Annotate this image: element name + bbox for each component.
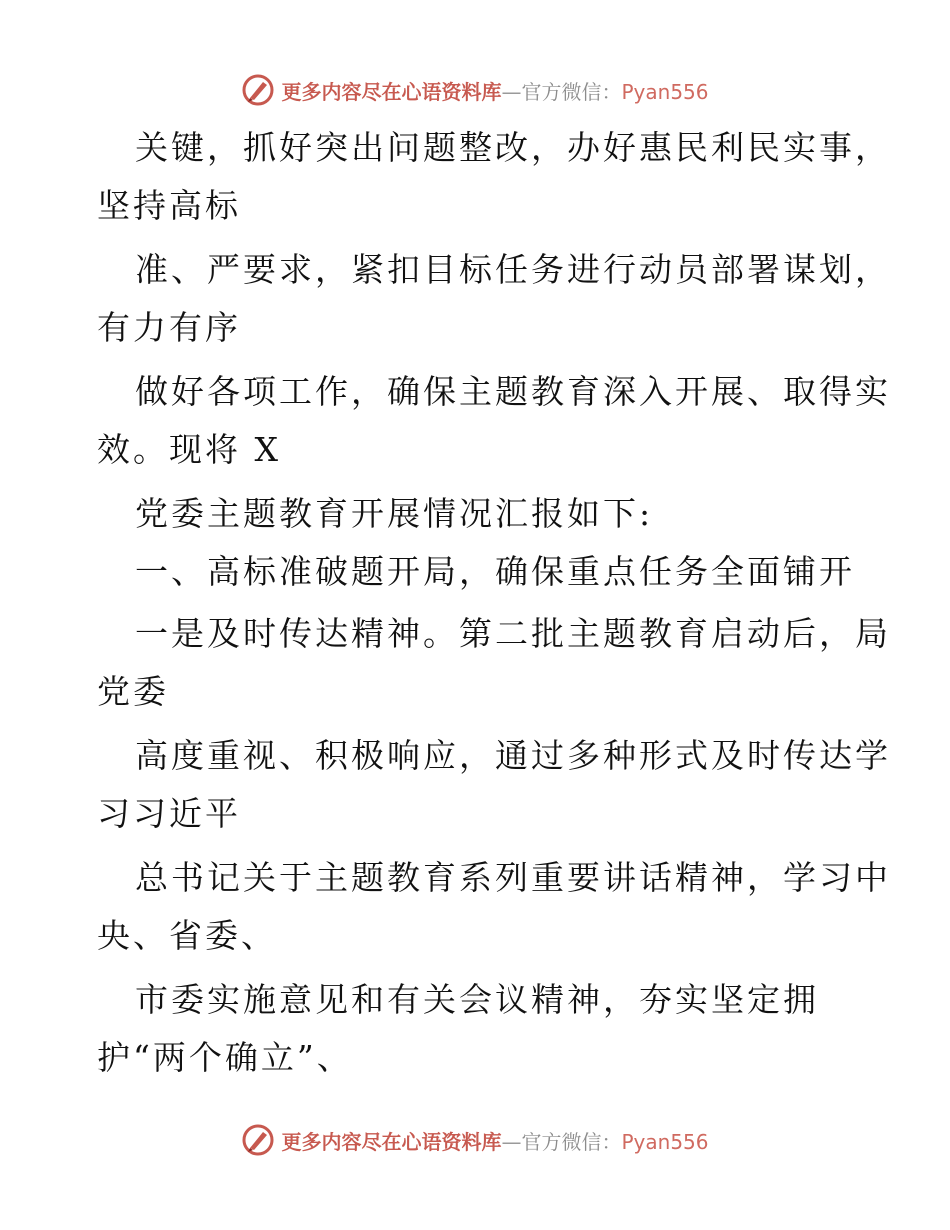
footer-watermark: [0, 1118, 950, 1162]
text-line: 党委主题教育开展情况汇报如下:: [135, 494, 654, 533]
watermark-site-text: 更多内容尽在心语资料库: [281, 1129, 502, 1154]
quill-pen-logo-icon: [241, 73, 275, 107]
text-line: 习习近平: [97, 794, 241, 833]
watermark-wechat-id: Pyan556: [621, 79, 709, 104]
watermark-separator: —: [501, 79, 522, 104]
text-line: 效。现将 X: [97, 430, 281, 469]
text-line: 一是及时传达精神。第二批主题教育启动后，局: [135, 614, 891, 653]
text-line: 总书记关于主题教育系列重要讲话精神，学习中: [135, 858, 891, 897]
watermark-wechat-label: 官方微信：: [521, 1129, 622, 1154]
text-line: 高度重视、积极响应，通过多种形式及时传达学: [135, 736, 891, 775]
watermark-text: [281, 1126, 708, 1155]
text-line: 央、省委、: [97, 916, 277, 955]
watermark-site-text: 更多内容尽在心语资料库: [281, 79, 502, 104]
text-line: 护“两个确立”、: [97, 1038, 353, 1077]
watermark-text: [281, 76, 708, 105]
text-line: 党委: [97, 672, 169, 711]
section-heading: 一、高标准破题开局，确保重点任务全面铺开: [135, 552, 855, 591]
watermark-wechat-id: Pyan556: [621, 1129, 709, 1154]
text-line: 市委实施意见和有关会议精神，夯实坚定拥: [135, 980, 819, 1019]
header-watermark: [0, 68, 950, 112]
text-line: 有力有序: [97, 308, 241, 347]
quill-pen-logo-icon: [241, 1123, 275, 1157]
text-line: 准、严要求，紧扣目标任务进行动员部署谋划，: [135, 250, 891, 289]
text-line: 做好各项工作，确保主题教育深入开展、取得实: [135, 372, 891, 411]
text-line: 坚持高标: [97, 186, 241, 225]
watermark-separator: —: [501, 1129, 522, 1154]
watermark-wechat-label: 官方微信：: [521, 79, 622, 104]
text-line: 关键，抓好突出问题整改，办好惠民利民实事，: [135, 128, 891, 167]
